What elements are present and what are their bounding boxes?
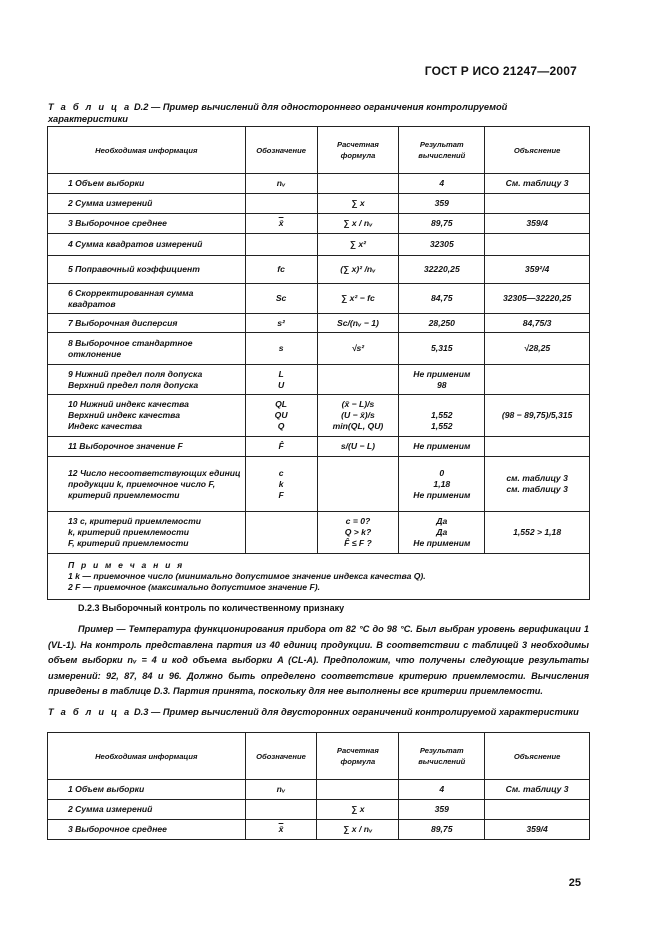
- explanation-cell: (98 − 89,75)/5,315: [485, 395, 590, 437]
- info-cell: 6 Скорректированная сумма квадратов: [48, 284, 246, 314]
- table-row: [48, 800, 590, 820]
- formula-cell: [317, 780, 399, 800]
- formula-cell: [317, 174, 399, 194]
- symbol-cell: nᵥ: [245, 780, 317, 800]
- result-cell: 32220,25: [399, 256, 485, 284]
- explanation-cell: [485, 234, 590, 256]
- symbol-cell: nᵥ: [245, 174, 317, 194]
- table-row: [48, 314, 590, 333]
- symbol-cell: c k F: [245, 457, 317, 512]
- table-header-row: [48, 733, 590, 780]
- formula-cell: ∑ x: [317, 194, 399, 214]
- formula-cell: [317, 365, 399, 395]
- explanation-cell: 359/4: [485, 820, 590, 840]
- explanation-cell: См. таблицу 3: [485, 780, 590, 800]
- column-header: Результат вычислений: [399, 127, 485, 174]
- info-cell: 7 Выборочная дисперсия: [48, 314, 246, 333]
- explanation-cell: 359²/4: [485, 256, 590, 284]
- explanation-cell: См. таблицу 3: [485, 174, 590, 194]
- table-row: [48, 256, 590, 284]
- symbol-cell: s: [245, 333, 317, 365]
- result-cell: 4: [399, 780, 485, 800]
- symbol-cell: [245, 800, 317, 820]
- table-caption-text: D.3 — Пример вычислений для двусторонних ограничений контролируемой характеристики: [133, 707, 579, 717]
- table-d3: [47, 732, 590, 840]
- table-row: [48, 512, 590, 554]
- table-row: [48, 457, 590, 512]
- table-row: [48, 234, 590, 256]
- table-row: [48, 214, 590, 234]
- explanation-cell: 1,552 > 1,18: [485, 512, 590, 554]
- formula-cell: ∑ x: [317, 800, 399, 820]
- note-item: 2 F — приемочное (максимально допустимое значение F).: [68, 582, 320, 592]
- explanation-cell: 359/4: [485, 214, 590, 234]
- section-heading: D.2.3 Выборочный контроль по количественному признаку: [78, 603, 345, 613]
- symbol-cell: QL QU Q: [245, 395, 317, 437]
- info-cell: 2 Сумма измерений: [48, 800, 246, 820]
- formula-cell: Sc/(nᵥ − 1): [317, 314, 399, 333]
- explanation-cell: [485, 365, 590, 395]
- info-cell: 4 Сумма квадратов измерений: [48, 234, 246, 256]
- table-row: [48, 437, 590, 457]
- info-cell: 2 Сумма измерений: [48, 194, 246, 214]
- formula-cell: s/(U − L): [317, 437, 399, 457]
- symbol-cell: [245, 512, 317, 554]
- explanation-cell: 32305—32220,25: [485, 284, 590, 314]
- result-cell: 1,552 1,552: [399, 395, 485, 437]
- info-cell: 1 Объем выборки: [48, 174, 246, 194]
- table-row: [48, 365, 590, 395]
- explanation-cell: см. таблицу 3 см. таблицу 3: [485, 457, 590, 512]
- column-header: Расчетная формула: [317, 733, 399, 780]
- table-d2: [47, 126, 590, 600]
- symbol-cell: fc: [245, 256, 317, 284]
- result-cell: 32305: [399, 234, 485, 256]
- table-row: [48, 174, 590, 194]
- formula-cell: ∑ x / nᵥ: [317, 214, 399, 234]
- table-d2-caption: [48, 101, 588, 125]
- info-cell: 3 Выборочное среднее: [48, 214, 246, 234]
- table-caption-label: Т а б л и ц а: [48, 707, 132, 717]
- explanation-cell: √28,25: [485, 333, 590, 365]
- info-cell: 9 Нижний предел поля допуска Верхний предел поля допуска: [48, 365, 246, 395]
- result-cell: 4: [399, 174, 485, 194]
- column-header: Необходимая информация: [48, 127, 246, 174]
- table-row: [48, 820, 590, 840]
- formula-cell: √s²: [317, 333, 399, 365]
- formula-cell: ∑ x² − fc: [317, 284, 399, 314]
- result-cell: 84,75: [399, 284, 485, 314]
- column-header: Результат вычислений: [399, 733, 485, 780]
- explanation-cell: [485, 437, 590, 457]
- note-item: 1 k — приемочное число (минимально допустимое значение индекса качества Q).: [68, 571, 426, 581]
- table-d3-caption: [48, 706, 588, 718]
- info-cell: 12 Число несоответствующих единиц продукции k, приемочное число F, критерий приемлемости: [48, 457, 246, 512]
- column-header: Необходимая информация: [48, 733, 246, 780]
- symbol-cell: x̄: [245, 214, 317, 234]
- explanation-cell: 84,75/3: [485, 314, 590, 333]
- symbol-cell: F̂: [245, 437, 317, 457]
- explanation-cell: [485, 800, 590, 820]
- table-notes-row: [48, 554, 590, 600]
- result-cell: 0 1,18 Не применим: [399, 457, 485, 512]
- symbol-cell: L U: [245, 365, 317, 395]
- info-cell: 11 Выборочное значение F: [48, 437, 246, 457]
- symbol-cell: s²: [245, 314, 317, 333]
- info-cell: 13 c, критерий приемлемости k, критерий приемлемости F, критерий приемлемости: [48, 512, 246, 554]
- document-header: ГОСТ Р ИСО 21247—2007: [424, 64, 577, 78]
- table-row: [48, 284, 590, 314]
- result-cell: Не применим 98: [399, 365, 485, 395]
- symbol-cell: Sc: [245, 284, 317, 314]
- table-row: [48, 395, 590, 437]
- result-cell: Да Да Не применим: [399, 512, 485, 554]
- symbol-cell: x̄: [245, 820, 317, 840]
- column-header: Расчетная формула: [317, 127, 399, 174]
- table-row: [48, 780, 590, 800]
- column-header: Объяснение: [485, 733, 590, 780]
- info-cell: 5 Поправочный коэффициент: [48, 256, 246, 284]
- result-cell: 359: [399, 800, 485, 820]
- symbol-cell: [245, 194, 317, 214]
- result-cell: Не применим: [399, 437, 485, 457]
- formula-cell: [317, 457, 399, 512]
- column-header: Обозначение: [245, 733, 317, 780]
- result-cell: 89,75: [399, 214, 485, 234]
- table-header-row: [48, 127, 590, 174]
- formula-cell: (x̄ − L)/s (U − x̄)/s min(QL, QU): [317, 395, 399, 437]
- result-cell: 28,250: [399, 314, 485, 333]
- result-cell: 359: [399, 194, 485, 214]
- info-cell: 10 Нижний индекс качества Верхний индекс качества Индекс качества: [48, 395, 246, 437]
- column-header: Обозначение: [245, 127, 317, 174]
- info-cell: 1 Объем выборки: [48, 780, 246, 800]
- table-row: [48, 194, 590, 214]
- formula-cell: (∑ x)² /nᵥ: [317, 256, 399, 284]
- result-cell: 89,75: [399, 820, 485, 840]
- column-header: Объяснение: [485, 127, 590, 174]
- table-caption-text: D.2 — Пример вычислений для одностороннего ограничения контролируемой характеристики: [48, 102, 508, 124]
- table-notes: [48, 554, 590, 600]
- result-cell: 5,315: [399, 333, 485, 365]
- example-paragraph: Пример — Температура функционирования прибора от 82 °C до 98 °C. Был выбран уровень верификации 1 (VL-1). На контроль представлена партия из 40 единиц продукции. В соответствии с таблицей 3 необходимы объем выборки nᵥ = 4 и код объема выборки A (CL-A). Предположим, что получены следующие результаты измерений: 92, 87, 84 и 96. Должно быть определено соответствие критерию приемлемости. Вычисления приведены в таблице D.3. Партия принята, поскольку для нее выполнены все критерии приемлемости.: [48, 624, 589, 696]
- table-row: [48, 333, 590, 365]
- page-number: 25: [568, 877, 581, 889]
- formula-cell: ∑ x²: [317, 234, 399, 256]
- formula-cell: c = 0? Q > k? F̂ ≤ F ?: [317, 512, 399, 554]
- notes-title: П р и м е ч а н и я: [68, 560, 185, 570]
- table-caption-label: Т а б л и ц а: [48, 102, 132, 112]
- info-cell: 8 Выборочное стандартное отклонение: [48, 333, 246, 365]
- symbol-cell: [245, 234, 317, 256]
- info-cell: 3 Выборочное среднее: [48, 820, 246, 840]
- explanation-cell: [485, 194, 590, 214]
- formula-cell: ∑ x / nᵥ: [317, 820, 399, 840]
